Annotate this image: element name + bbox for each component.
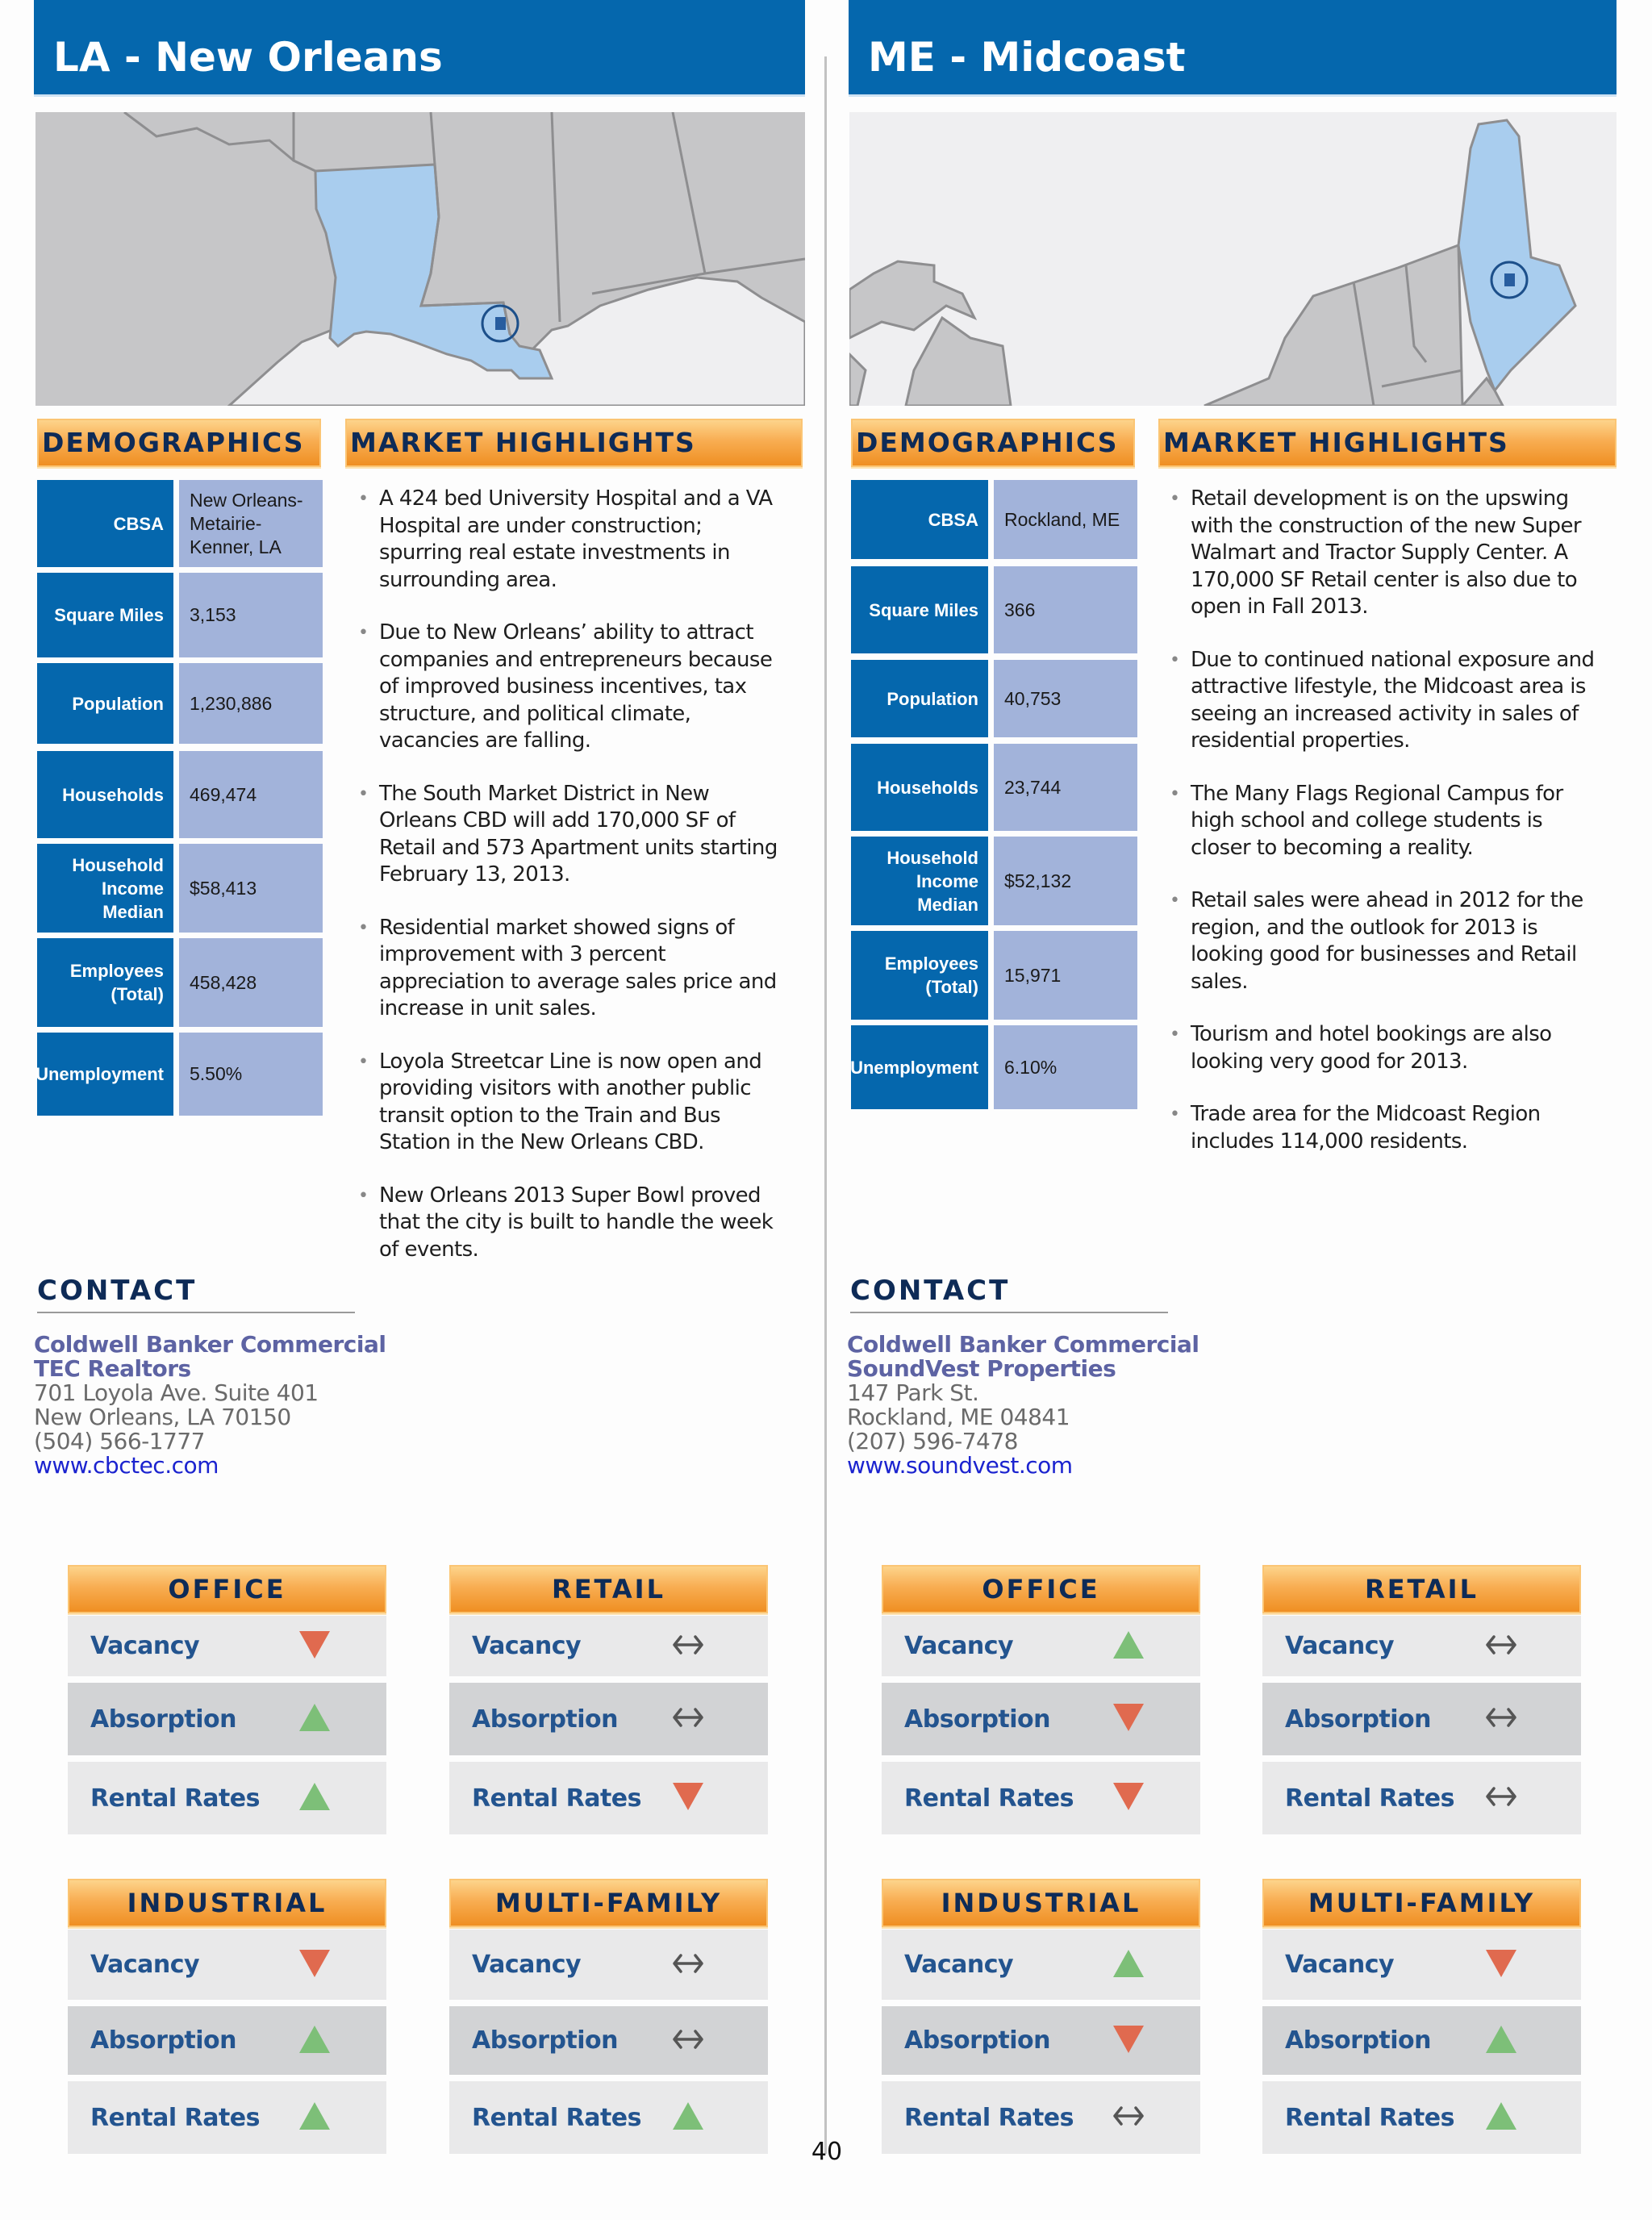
indicator-row-vacancy xyxy=(449,1930,768,2000)
trend-down-icon xyxy=(1112,2024,1145,2055)
indicator-metric: Vacancy xyxy=(1285,1951,1395,1979)
trend-up-icon xyxy=(298,1702,332,1733)
bullet-icon: • xyxy=(358,1051,369,1072)
contact-address-line1: 701 Loyola Ave. Suite 401 xyxy=(34,1379,319,1406)
bullet-icon: • xyxy=(358,1185,369,1206)
highlight-item: • Residential market showed signs of improvement with 3 percent appreciation to average sales price and increase in unit sales. xyxy=(358,915,777,1020)
indicator-row-vacancy xyxy=(882,1616,1200,1676)
indicator-metric: Rental Rates xyxy=(472,1784,642,1813)
sector-heading-office: OFFICE xyxy=(882,1565,1200,1613)
bullet-icon: • xyxy=(1170,649,1180,670)
bullet-icon: • xyxy=(1170,891,1180,911)
indicator-row-absorption xyxy=(1262,1683,1581,1755)
contact-org-office: SoundVest Properties xyxy=(847,1355,1116,1382)
indicator-row-vacancy xyxy=(882,1930,1200,2000)
demo-value: 458,428 xyxy=(179,938,323,1027)
indicator-row-absorption xyxy=(68,2006,386,2075)
contact-phone: (504) 566-1777 xyxy=(34,1428,205,1454)
indicator-metric: Vacancy xyxy=(472,1632,582,1660)
indicator-metric: Vacancy xyxy=(472,1951,582,1979)
column-divider xyxy=(824,56,827,2154)
indicator-metric: Vacancy xyxy=(90,1632,200,1660)
contact-address-line2: Rockland, ME 04841 xyxy=(847,1404,1070,1430)
bullet-icon: • xyxy=(358,783,369,804)
indicator-row-rental-rates xyxy=(1262,1762,1581,1834)
demo-value: Rockland, ME xyxy=(994,480,1137,559)
demographics-row-household-income-median xyxy=(851,837,1137,925)
indicator-row-rental-rates xyxy=(68,2081,386,2154)
demo-label: Households xyxy=(37,751,173,838)
demographics-row-household-income-median xyxy=(37,844,323,933)
demographics-heading: DEMOGRAPHICS xyxy=(851,419,1135,467)
indicator-row-rental-rates xyxy=(449,2081,768,2154)
indicator-row-absorption xyxy=(882,2006,1200,2075)
trend-neutral-icon xyxy=(671,1630,705,1660)
demo-value: 469,474 xyxy=(179,751,323,838)
highlight-item: • Due to New Orleans’ ability to attract companies and entrepreneurs because of improved business incentives, tax structure, and political climate, vacancies are falling. xyxy=(358,620,773,753)
indicator-metric: Vacancy xyxy=(90,1951,200,1979)
bullet-icon: • xyxy=(1170,783,1180,804)
indicator-metric: Absorption xyxy=(904,1705,1051,1734)
location-marker xyxy=(495,317,506,330)
contact-address-line2: New Orleans, LA 70150 xyxy=(34,1404,291,1430)
indicator-row-absorption xyxy=(449,1683,768,1755)
trend-down-icon xyxy=(671,1781,705,1812)
demographics-row-cbsa xyxy=(851,480,1137,559)
indicator-row-vacancy xyxy=(1262,1616,1581,1676)
demo-label: CBSA xyxy=(851,480,988,559)
bullet-icon: • xyxy=(1170,489,1180,509)
demo-label: Unemployment xyxy=(851,1025,988,1109)
demo-label: Population xyxy=(851,660,988,737)
sector-heading-multi-family: MULTI-FAMILY xyxy=(449,1879,768,1927)
trend-up-icon xyxy=(298,2024,332,2055)
contact-org-office: TEC Realtors xyxy=(34,1355,191,1382)
indicator-metric: Absorption xyxy=(1285,2026,1432,2055)
indicator-row-absorption xyxy=(449,2006,768,2075)
sector-heading-retail: RETAIL xyxy=(449,1565,768,1613)
contact-org-name: Coldwell Banker Commercial xyxy=(847,1331,1199,1358)
indicator-row-rental-rates xyxy=(68,1762,386,1834)
trend-neutral-icon xyxy=(1484,1702,1518,1733)
demo-value: 5.50% xyxy=(179,1033,323,1116)
trend-up-icon xyxy=(1484,2024,1518,2055)
trend-down-icon xyxy=(1484,1948,1518,1979)
indicator-metric: Rental Rates xyxy=(90,2103,261,2132)
demo-label: Household Income Median xyxy=(851,837,988,925)
indicator-metric: Absorption xyxy=(1285,1705,1432,1734)
trend-down-icon xyxy=(298,1630,332,1660)
demo-label: CBSA xyxy=(37,480,173,567)
indicator-metric: Absorption xyxy=(904,2026,1051,2055)
region-title: ME - Midcoast xyxy=(849,0,1617,97)
demographics-row-population xyxy=(37,663,323,744)
page-number: 40 xyxy=(811,2138,843,2166)
demo-value: 3,153 xyxy=(179,573,323,657)
indicator-row-vacancy xyxy=(68,1616,386,1676)
demo-value: 40,753 xyxy=(994,660,1137,737)
indicator-metric: Absorption xyxy=(472,1705,619,1734)
contact-address-line1: 147 Park St. xyxy=(847,1379,979,1406)
trend-down-icon xyxy=(1112,1781,1145,1812)
demo-label: Square Miles xyxy=(851,566,988,653)
demo-value: $58,413 xyxy=(179,844,323,933)
indicator-row-vacancy xyxy=(1262,1930,1581,2000)
highlight-item: • Retail development is on the upswing with the construction of the new Super Walmart and Tractor Supply Center. A 170,000 SF Retail center is also due to open in Fall 2013. xyxy=(1170,486,1581,619)
contact-heading: CONTACT xyxy=(37,1275,355,1313)
contact-org-name: Coldwell Banker Commercial xyxy=(34,1331,386,1358)
bullet-icon: • xyxy=(358,489,369,509)
demo-value: 15,971 xyxy=(994,931,1137,1020)
bullet-icon: • xyxy=(358,917,369,938)
indicator-row-absorption xyxy=(68,1683,386,1755)
demographics-row-households xyxy=(851,744,1137,831)
demo-value: 1,230,886 xyxy=(179,663,323,744)
sector-heading-multi-family: MULTI-FAMILY xyxy=(1262,1879,1581,1927)
highlight-item: • New Orleans 2013 Super Bowl proved that the city is built to handle the week of events. xyxy=(358,1183,774,1262)
indicator-row-rental-rates xyxy=(1262,2081,1581,2154)
highlight-item: • Loyola Streetcar Line is now open and providing visitors with another public transit option to the Train and Bus Station in the New Orleans CBD. xyxy=(358,1049,762,1154)
contact-block xyxy=(847,1333,1202,1478)
contact-website-link[interactable]: www.cbctec.com xyxy=(34,1452,219,1479)
demographics-row-unemployment xyxy=(851,1025,1137,1109)
highlight-item: • Trade area for the Midcoast Region includes 114,000 residents. xyxy=(1170,1102,1541,1154)
highlight-item: • The South Market District in New Orleans CBD will add 170,000 SF of Retail and 573 Apartment units starting February 13, 2013. xyxy=(358,781,778,887)
demo-value: New Orleans-Metairie-Kenner, LA xyxy=(179,480,323,567)
bullet-icon: • xyxy=(358,623,369,643)
demographics-row-square-miles xyxy=(851,566,1137,653)
market-highlights-list xyxy=(358,486,786,1289)
highlight-item: • Due to continued national exposure and attractive lifestyle, the Midcoast area is seeing an increased activity in sales of residential properties. xyxy=(1170,647,1595,753)
demo-value: 366 xyxy=(994,566,1137,653)
demo-value: 6.10% xyxy=(994,1025,1137,1109)
demo-value: 23,744 xyxy=(994,744,1137,831)
indicator-metric: Rental Rates xyxy=(90,1784,261,1813)
indicator-row-vacancy xyxy=(449,1616,768,1676)
demo-label: Household Income Median xyxy=(37,844,173,933)
trend-down-icon xyxy=(298,1948,332,1979)
contact-block xyxy=(34,1333,389,1478)
trend-neutral-icon xyxy=(1112,2101,1145,2131)
trend-neutral-icon xyxy=(1484,1781,1518,1812)
highlight-item: • The Many Flags Regional Campus for high school and college students is closer to becoming a reality. xyxy=(1170,781,1563,860)
demo-label: Employees (Total) xyxy=(37,938,173,1027)
indicator-metric: Absorption xyxy=(90,2026,237,2055)
demo-label: Population xyxy=(37,663,173,744)
demographics-row-cbsa xyxy=(37,480,323,567)
trend-up-icon xyxy=(298,1781,332,1812)
market-highlights-list xyxy=(1170,486,1597,1181)
indicator-metric: Rental Rates xyxy=(904,2103,1074,2132)
highlight-item: • A 424 bed University Hospital and a VA Hospital are under construction; spurring real estate investments in surrounding area. xyxy=(358,486,773,592)
region-title: LA - New Orleans xyxy=(34,0,805,97)
indicator-metric: Vacancy xyxy=(1285,1632,1395,1660)
highlight-item: • Retail sales were ahead in 2012 for the region, and the outlook for 2013 is looking good for businesses and Retail sales. xyxy=(1170,888,1583,994)
indicator-row-absorption xyxy=(1262,2006,1581,2075)
trend-up-icon xyxy=(298,2101,332,2131)
indicator-metric: Rental Rates xyxy=(904,1784,1074,1813)
demo-label: Unemployment xyxy=(37,1033,173,1116)
trend-neutral-icon xyxy=(1484,1630,1518,1660)
demo-label: Employees (Total) xyxy=(851,931,988,1020)
trend-up-icon xyxy=(1484,2101,1518,2131)
trend-up-icon xyxy=(1112,1948,1145,1979)
trend-up-icon xyxy=(1112,1630,1145,1660)
market-highlights-heading: MARKET HIGHLIGHTS xyxy=(1158,419,1617,467)
trend-neutral-icon xyxy=(671,1948,705,1979)
contact-phone: (207) 596-7478 xyxy=(847,1428,1018,1454)
sector-heading-industrial: INDUSTRIAL xyxy=(68,1879,386,1927)
bullet-icon: • xyxy=(1170,1024,1180,1045)
indicator-metric: Vacancy xyxy=(904,1632,1014,1660)
louisiana-map xyxy=(35,112,805,406)
demographics-row-population xyxy=(851,660,1137,737)
demographics-row-square-miles xyxy=(37,573,323,657)
sector-heading-office: OFFICE xyxy=(68,1565,386,1613)
demographics-row-unemployment xyxy=(37,1033,323,1116)
indicator-metric: Rental Rates xyxy=(1285,1784,1455,1813)
trend-down-icon xyxy=(1112,1702,1145,1733)
demographics-row-employees-total xyxy=(37,938,323,1027)
trend-up-icon xyxy=(671,2101,705,2131)
indicator-metric: Rental Rates xyxy=(1285,2103,1455,2132)
demo-label: Households xyxy=(851,744,988,831)
demo-value: $52,132 xyxy=(994,837,1137,925)
indicator-metric: Absorption xyxy=(472,2026,619,2055)
trend-neutral-icon xyxy=(671,2024,705,2055)
indicator-metric: Vacancy xyxy=(904,1951,1014,1979)
market-highlights-heading: MARKET HIGHLIGHTS xyxy=(345,419,803,467)
bullet-icon: • xyxy=(1170,1104,1180,1125)
contact-heading: CONTACT xyxy=(850,1275,1168,1313)
maine-map xyxy=(849,112,1617,406)
contact-website-link[interactable]: www.soundvest.com xyxy=(847,1452,1073,1479)
demographics-row-employees-total xyxy=(851,931,1137,1020)
indicator-row-absorption xyxy=(882,1683,1200,1755)
indicator-metric: Rental Rates xyxy=(472,2103,642,2132)
demographics-heading: DEMOGRAPHICS xyxy=(37,419,321,467)
indicator-metric: Absorption xyxy=(90,1705,237,1734)
demographics-row-households xyxy=(37,751,323,838)
location-marker xyxy=(1504,273,1515,286)
indicator-row-rental-rates xyxy=(882,1762,1200,1834)
highlight-item: • Tourism and hotel bookings are also looking very good for 2013. xyxy=(1170,1022,1552,1074)
indicator-row-rental-rates xyxy=(449,1762,768,1834)
indicator-row-rental-rates xyxy=(882,2081,1200,2154)
indicator-row-vacancy xyxy=(68,1930,386,2000)
sector-heading-industrial: INDUSTRIAL xyxy=(882,1879,1200,1927)
demo-label: Square Miles xyxy=(37,573,173,657)
sector-heading-retail: RETAIL xyxy=(1262,1565,1581,1613)
trend-neutral-icon xyxy=(671,1702,705,1733)
